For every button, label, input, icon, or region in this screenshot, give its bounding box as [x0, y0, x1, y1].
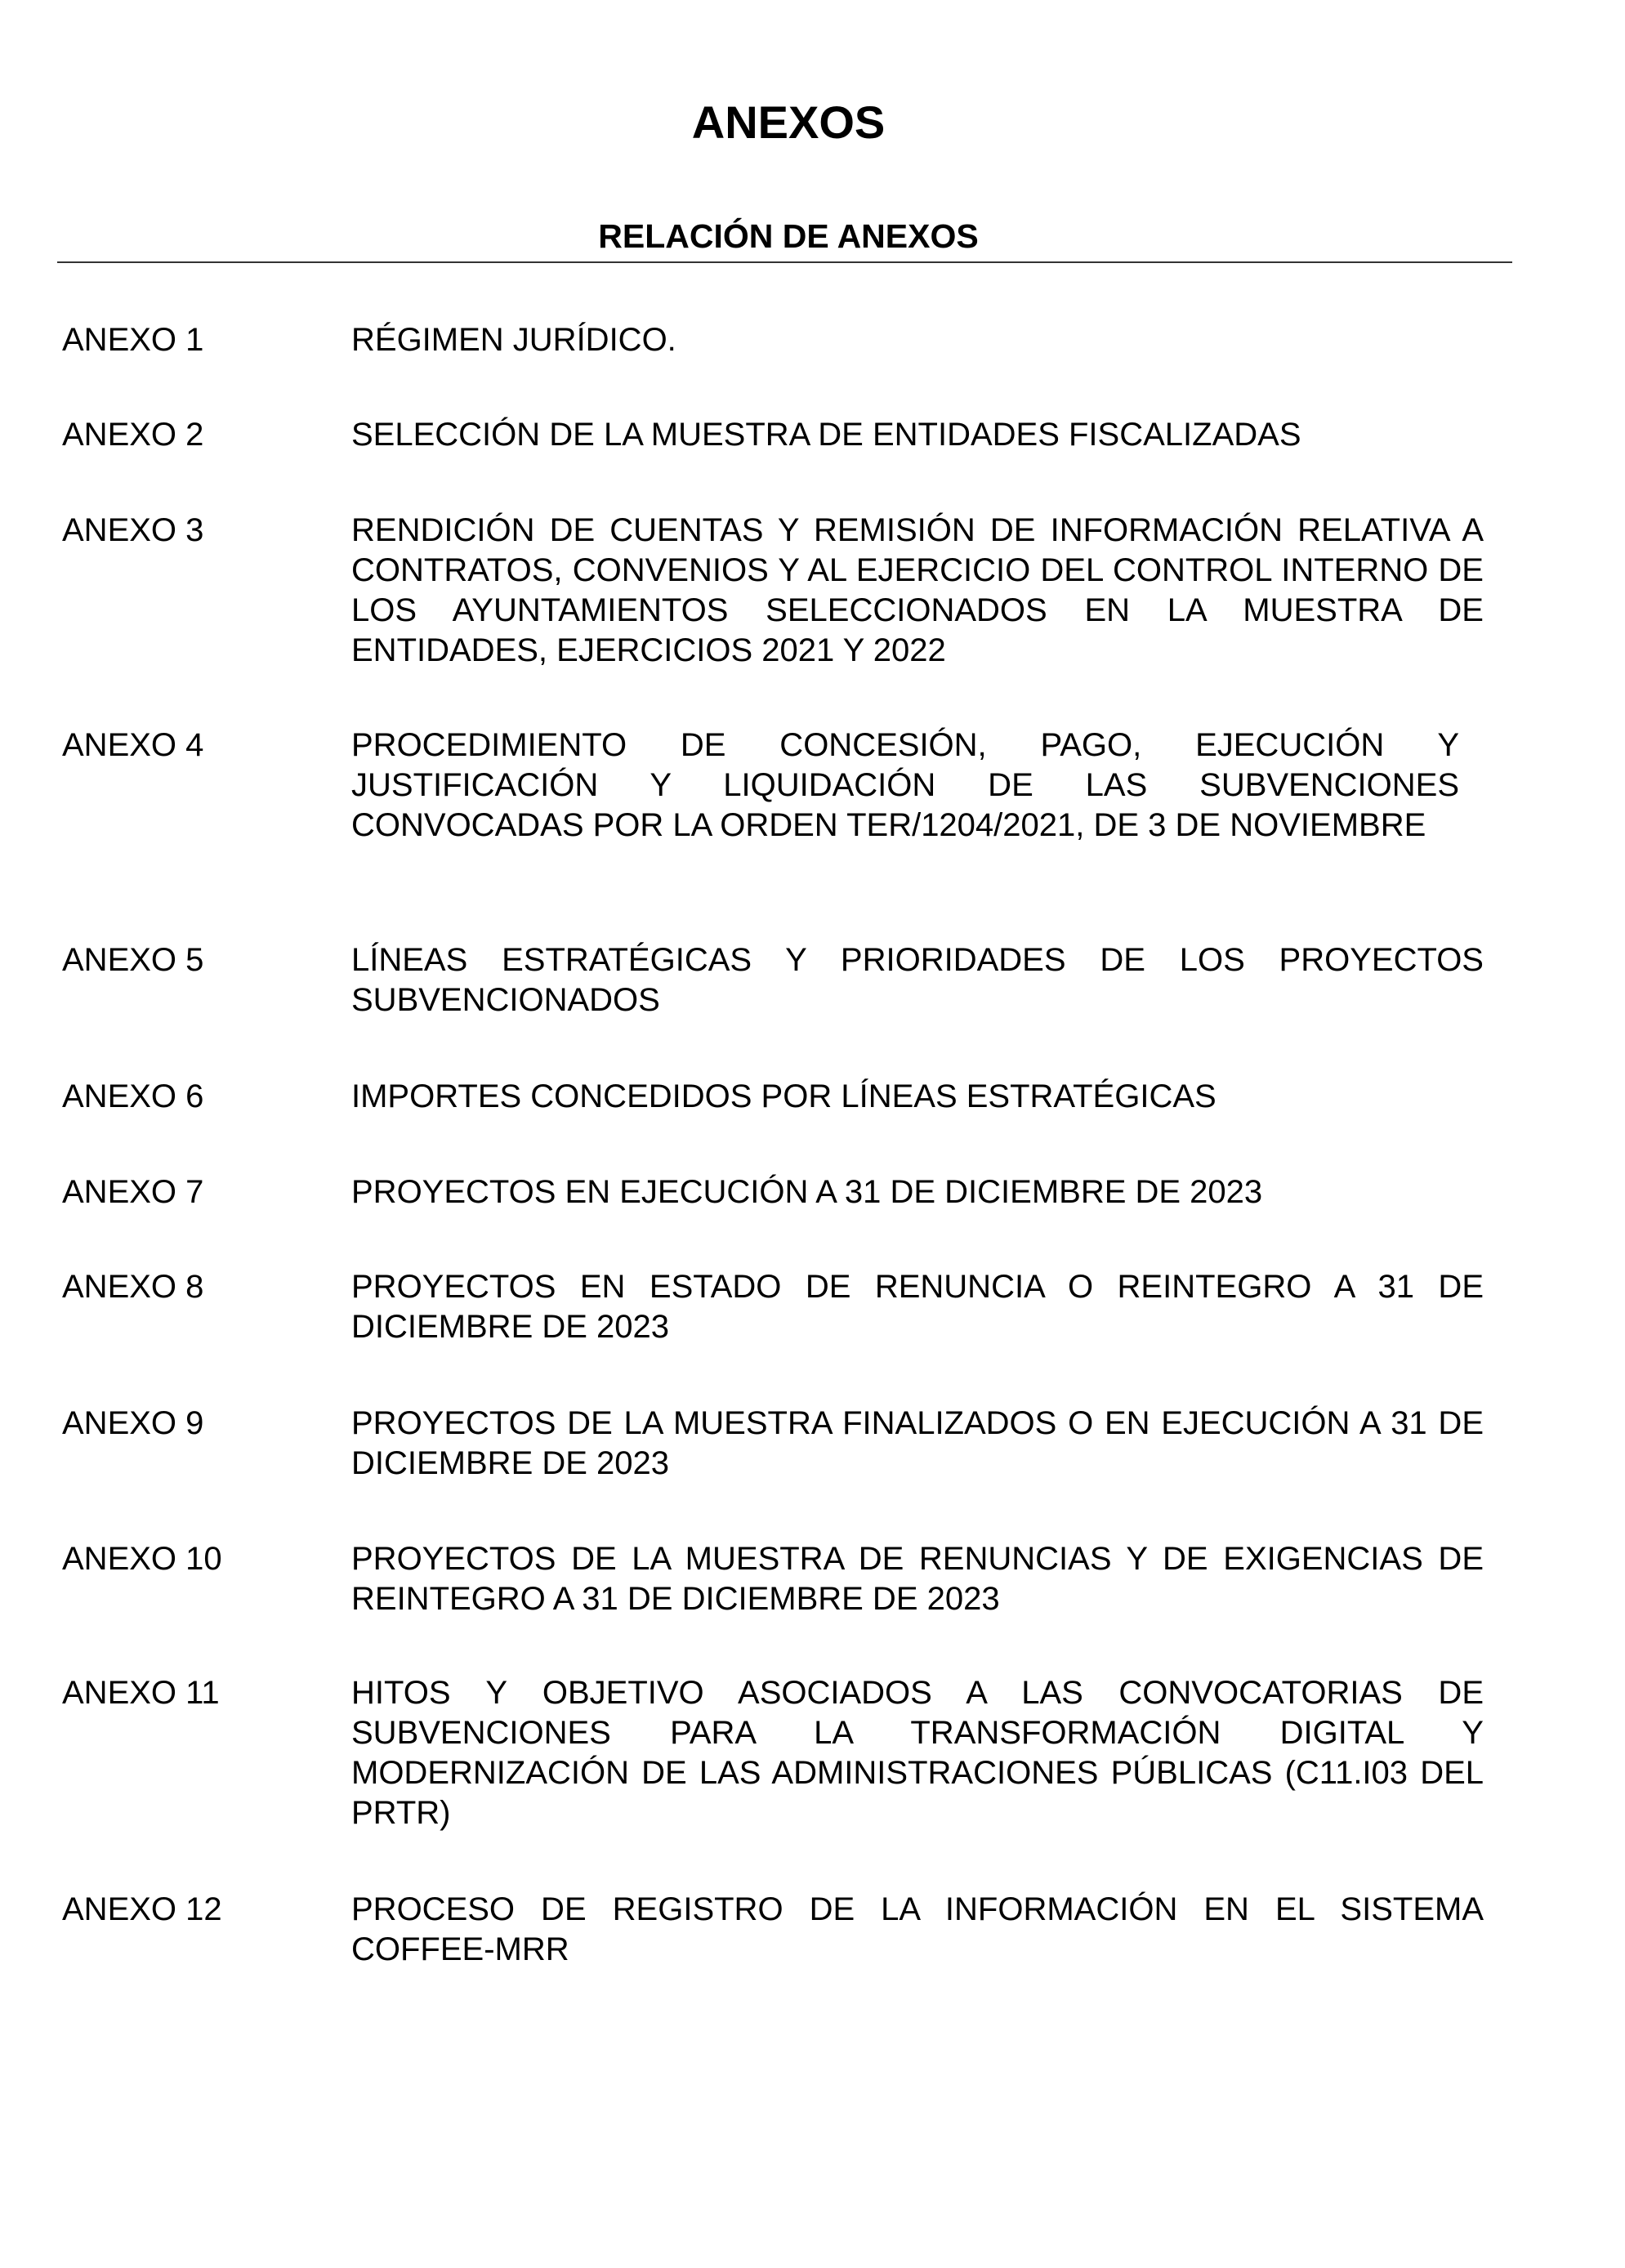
annex-label: ANEXO 3	[62, 512, 204, 548]
section-divider	[57, 261, 1512, 263]
section-title: RELACIÓN DE ANEXOS	[598, 217, 979, 255]
annex-label: ANEXO 4	[62, 727, 204, 763]
annex-label: ANEXO 2	[62, 417, 204, 453]
annex-description: IMPORTES CONCEDIDOS POR LÍNEAS ESTRATÉGICAS	[351, 1078, 1217, 1114]
annex-description: SELECCIÓN DE LA MUESTRA DE ENTIDADES FISCALIZADAS	[351, 417, 1301, 453]
annex-label: ANEXO 1	[62, 322, 204, 358]
annex-label: ANEXO 11	[62, 1675, 220, 1711]
annex-description: PROYECTOS EN EJECUCIÓN A 31 DE DICIEMBRE DE 2023	[351, 1174, 1263, 1210]
annex-description: HITOS Y OBJETIVO ASOCIADOS A LAS CONVOCATORIAS DE SUBVENCIONES PARA LA TRANSFORMACIÓN DIGITAL Y MODERNIZACIÓN DE LAS ADMINISTRACIONES PÚBLICAS (C11.I03 DEL PRTR)	[351, 1675, 1484, 1831]
annex-description: LÍNEAS ESTRATÉGICAS Y PRIORIDADES DE LOS PROYECTOS SUBVENCIONADOS	[351, 942, 1484, 1018]
annex-label: ANEXO 8	[62, 1269, 204, 1305]
annex-label: ANEXO 6	[62, 1078, 204, 1114]
annex-description: PROYECTOS DE LA MUESTRA DE RENUNCIAS Y DE EXIGENCIAS DE REINTEGRO A 31 DE DICIEMBRE DE 2023	[351, 1541, 1484, 1617]
annex-label: ANEXO 10	[62, 1541, 222, 1577]
annex-label: ANEXO 12	[62, 1891, 222, 1927]
page-title: ANEXOS	[691, 96, 886, 148]
annex-description: RÉGIMEN JURÍDICO.	[351, 322, 676, 358]
annex-label: ANEXO 7	[62, 1174, 204, 1210]
annex-description: RENDICIÓN DE CUENTAS Y REMISIÓN DE INFORMACIÓN RELATIVA A CONTRATOS, CONVENIOS Y AL EJERCICIO DEL CONTROL INTERNO DE LOS AYUNTAMIENTOS SELECCIONADOS EN LA MUESTRA DE ENTIDADES, EJERCICIOS 2021 Y 2022	[351, 512, 1484, 668]
annex-description: PROYECTOS DE LA MUESTRA FINALIZADOS O EN EJECUCIÓN A 31 DE DICIEMBRE DE 2023	[351, 1405, 1484, 1481]
annex-label: ANEXO 5	[62, 942, 204, 978]
annex-description: PROCEDIMIENTO DE CONCESIÓN, PAGO, EJECUCIÓN Y JUSTIFICACIÓN Y LIQUIDACIÓN DE LAS SUBVENCIONES CONVOCADAS POR LA ORDEN TER/1204/2021, DE 3 DE NOVIEMBRE	[351, 727, 1459, 843]
annex-description: PROYECTOS EN ESTADO DE RENUNCIA O REINTEGRO A 31 DE DICIEMBRE DE 2023	[351, 1269, 1484, 1345]
annex-label: ANEXO 9	[62, 1405, 204, 1441]
annex-description: PROCESO DE REGISTRO DE LA INFORMACIÓN EN EL SISTEMA COFFEE-MRR	[351, 1891, 1484, 1967]
